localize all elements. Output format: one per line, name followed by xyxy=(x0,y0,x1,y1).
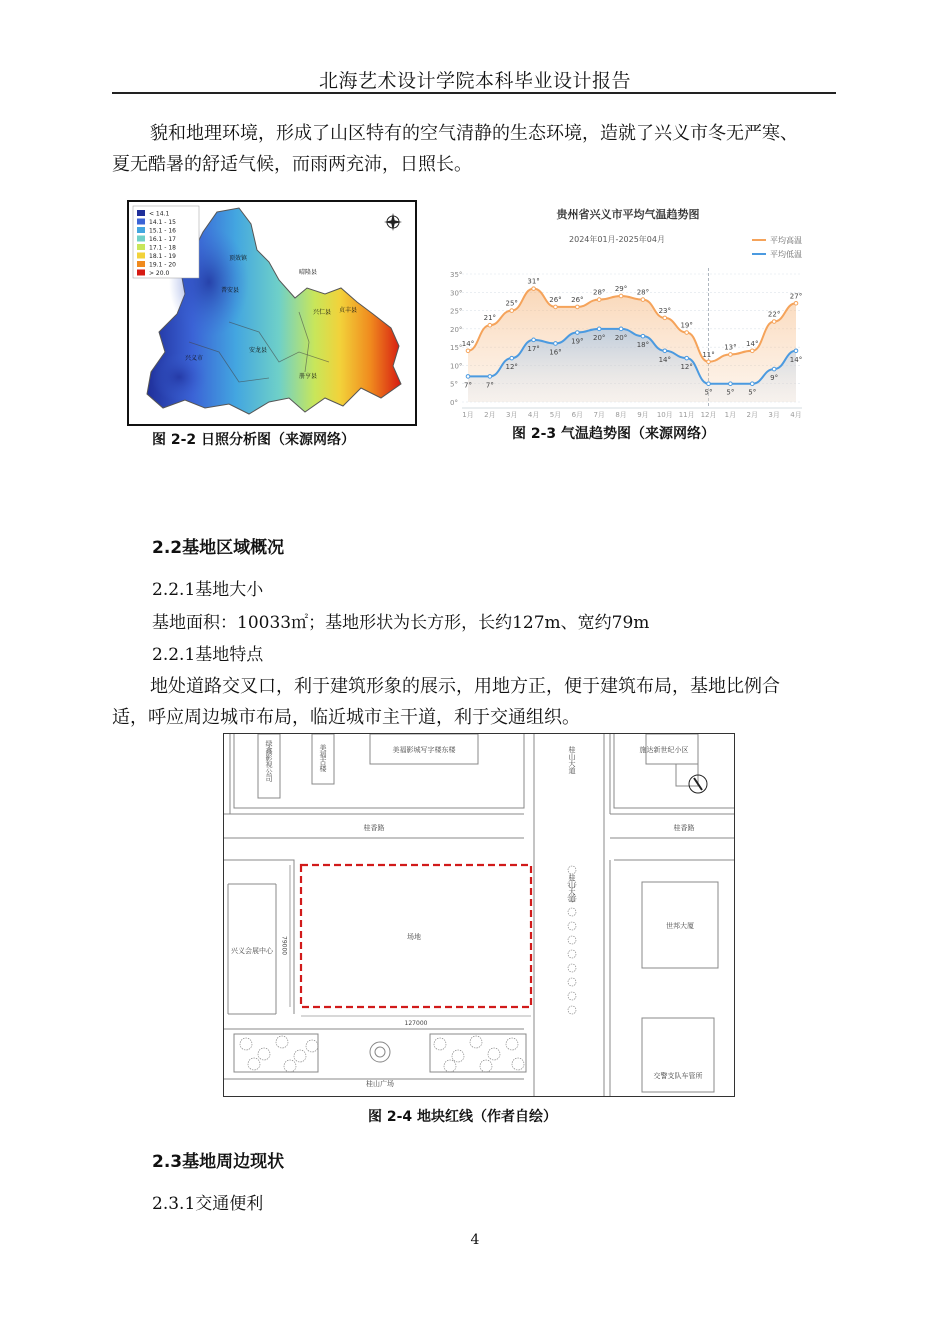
map-place-label: 兴仁县 xyxy=(313,309,332,316)
low-temp-label: 20° xyxy=(614,333,628,342)
high-temp-point xyxy=(510,309,514,313)
temperature-chart-svg xyxy=(446,200,810,422)
intro-line-2: 夏无酷暑的舒适气候，而雨两充沛，日照长。 xyxy=(112,154,472,175)
low-temp-point xyxy=(729,382,733,386)
high-temp-point xyxy=(619,294,623,298)
figure-2-4-caption: 图 2-4 地块红线（作者自绘） xyxy=(368,1109,558,1125)
low-temp-point xyxy=(794,349,798,353)
tree-symbol xyxy=(568,1006,576,1014)
chart-x-tick: 3月 xyxy=(505,411,518,419)
high-temp-label: 22° xyxy=(767,310,781,319)
high-temp-label: 28° xyxy=(592,288,606,297)
low-temp-point xyxy=(707,382,711,386)
low-temp-label: 12° xyxy=(505,363,518,372)
high-temp-label: 19° xyxy=(680,321,693,330)
tree-symbol xyxy=(568,950,576,958)
tree-symbol xyxy=(480,1060,492,1072)
map-legend-label: 14.1 - 15 xyxy=(149,219,176,226)
map-place-label: 顶效镇 xyxy=(229,255,248,262)
chart-x-tick: 1月 xyxy=(462,411,474,419)
low-temp-label: 12° xyxy=(680,363,693,372)
map-legend-label: 15.1 - 16 xyxy=(149,227,176,235)
intro-line-1: 貌和地理环境，形成了山区特有的空气清静的生态环境，造就了兴义市冬无严寒、 xyxy=(150,123,798,144)
low-temp-point xyxy=(750,382,754,386)
section-2-2-1-features-title: 2.2.1基地特点 xyxy=(152,645,264,665)
high-temp-point xyxy=(554,305,558,309)
low-temp-label: 7° xyxy=(485,381,494,390)
chart-x-tick: 11月 xyxy=(678,411,695,419)
label-company: 绿鑫影视公司 xyxy=(265,740,273,782)
high-temp-point xyxy=(729,353,733,357)
map-legend-swatch xyxy=(137,219,145,225)
tree-symbol xyxy=(248,1058,260,1070)
high-temp-point xyxy=(663,316,667,320)
tree-symbol xyxy=(568,908,576,916)
figure-2-3-caption: 图 2-3 气温趋势图（来源网络） xyxy=(512,426,716,442)
tree-symbol xyxy=(568,978,576,986)
high-temp-label: 28° xyxy=(636,288,650,297)
label-plaza: 桂山广场 xyxy=(366,1080,394,1088)
map-legend-swatch xyxy=(137,261,145,267)
chart-x-tick: 4月 xyxy=(527,411,540,419)
chart-x-tick: 8月 xyxy=(615,411,627,419)
high-temp-label: 14° xyxy=(746,339,759,348)
tree-symbol xyxy=(512,1058,524,1070)
low-temp-label: 18° xyxy=(636,341,650,350)
label-meifu-building: 美福古楼 xyxy=(319,744,327,772)
site-plan-svg xyxy=(224,734,734,1096)
section-2-3-heading: 2.3基地周边现状 xyxy=(152,1152,285,1172)
tree-symbol xyxy=(294,1050,306,1062)
low-temp-label: 14° xyxy=(789,355,803,364)
tree-symbol xyxy=(568,992,576,1000)
low-temp-point xyxy=(554,342,558,346)
high-temp-label: 25° xyxy=(505,299,518,308)
chart-y-tick: 15° xyxy=(450,344,463,353)
low-temp-label: 20° xyxy=(592,333,606,342)
low-temp-point xyxy=(532,338,536,342)
label-dim-length: 127000 xyxy=(404,1020,428,1027)
high-temp-point xyxy=(597,298,601,302)
high-temp-label: 21° xyxy=(483,314,497,323)
header-title: 北海艺术设计学院本科毕业设计报告 xyxy=(318,70,631,92)
map-legend-swatch xyxy=(137,210,145,216)
tree-symbol xyxy=(258,1048,270,1060)
header-rule xyxy=(112,92,836,94)
high-temp-label: 26° xyxy=(571,295,584,304)
low-temp-point xyxy=(576,331,580,335)
tree-symbol xyxy=(568,866,576,874)
tree-symbol xyxy=(444,1060,456,1072)
chart-x-tick: 4月 xyxy=(790,411,802,419)
high-temp-label: 13° xyxy=(724,343,737,352)
legend-low-label: 平均低温 xyxy=(770,250,802,259)
map-legend-swatch xyxy=(137,244,145,250)
map-legend-label: 19.1 - 20 xyxy=(149,261,176,269)
chart-y-tick: 35° xyxy=(450,271,463,279)
chart-x-tick: 10月 xyxy=(656,411,673,419)
low-temp-label: 16° xyxy=(549,348,562,357)
chart-y-tick: 30° xyxy=(450,289,463,298)
chart-x-tick: 12月 xyxy=(700,411,717,419)
high-temp-label: 31° xyxy=(527,277,540,286)
low-temp-label: 5° xyxy=(748,388,757,397)
label-guixiang-right: 桂香路 xyxy=(673,824,695,832)
low-temp-label: 7° xyxy=(464,381,472,390)
tree-symbol xyxy=(306,1040,318,1052)
low-temp-label: 5° xyxy=(704,388,713,397)
high-temp-point xyxy=(772,320,776,324)
tree-symbol xyxy=(434,1038,446,1050)
sunshine-map-svg xyxy=(129,202,415,424)
chart-x-tick: 1月 xyxy=(724,411,737,419)
high-temp-point xyxy=(707,360,711,364)
high-temp-label: 29° xyxy=(614,284,628,293)
sunshine-map-figure xyxy=(127,200,417,426)
map-place-label: 普安县 xyxy=(221,287,240,294)
chart-x-tick: 9月 xyxy=(637,411,649,419)
chart-x-tick: 6月 xyxy=(571,411,584,419)
chart-y-tick: 20° xyxy=(450,325,463,334)
label-office-tower: 美福影城写字楼东楼 xyxy=(392,746,456,754)
map-legend-swatch xyxy=(137,236,145,242)
high-temp-point xyxy=(576,305,580,309)
high-temp-label: 27° xyxy=(789,292,803,301)
map-legend-swatch xyxy=(137,227,145,233)
chart-x-tick: 5月 xyxy=(549,411,562,419)
low-temp-point xyxy=(466,375,470,379)
high-temp-point xyxy=(750,349,754,353)
low-temp-label: 14° xyxy=(658,355,672,364)
low-temp-point xyxy=(619,327,623,331)
label-world-building: 世邦大厦 xyxy=(666,922,694,930)
chart-x-tick: 7月 xyxy=(593,411,605,419)
map-place-label: 晴隆县 xyxy=(299,269,318,276)
map-legend-label: 17.1 - 18 xyxy=(149,244,176,252)
map-legend-label: < 14.1 xyxy=(149,210,170,218)
chart-x-tick: 2月 xyxy=(484,411,496,419)
high-temp-label: 23° xyxy=(658,306,672,315)
chart-title: 贵州省兴义市平均气温趋势图 xyxy=(556,208,700,221)
section-2-2-1-title: 2.2.1基地大小 xyxy=(152,580,264,600)
low-temp-point xyxy=(488,375,492,379)
chart-y-tick: 5° xyxy=(450,380,458,389)
tree-symbol xyxy=(284,1060,296,1072)
chart-x-tick: 3月 xyxy=(768,411,780,419)
high-temp-point xyxy=(685,331,689,335)
figure-2-2-caption: 图 2-2 日照分析图（来源网络） xyxy=(152,432,356,448)
tree-symbol xyxy=(568,922,576,930)
map-place-label: 安龙县 xyxy=(249,347,268,354)
legend-high-label: 平均高温 xyxy=(770,236,802,245)
high-temp-label: 11° xyxy=(702,350,715,359)
map-legend-label: 18.1 - 19 xyxy=(149,253,176,260)
tree-symbol xyxy=(276,1036,288,1048)
label-community: 施达新世纪小区 xyxy=(639,746,689,754)
chart-y-tick: 10° xyxy=(450,362,463,371)
label-road-top: 桂山大道 xyxy=(568,746,576,774)
map-legend-label: > 20.0 xyxy=(149,270,170,277)
label-dim-width: 79000 xyxy=(280,936,288,956)
high-temp-point xyxy=(794,301,798,305)
tree-symbol xyxy=(470,1036,482,1048)
page-number: 4 xyxy=(470,1232,480,1248)
section-2-3-1-title: 2.3.1交通便利 xyxy=(152,1194,264,1214)
chart-y-tick: 25° xyxy=(450,307,463,316)
low-temp-label: 5° xyxy=(726,388,735,397)
low-temp-point xyxy=(685,356,689,360)
map-place-label: 兴义市 xyxy=(185,355,204,362)
high-temp-label: 26° xyxy=(549,295,562,304)
low-temp-point xyxy=(663,349,667,353)
map-place-label: 贞丰县 xyxy=(339,307,358,314)
tree-symbol xyxy=(568,964,576,972)
high-temp-label: 14° xyxy=(461,339,475,348)
label-police: 交警支队车管所 xyxy=(653,1072,703,1080)
label-road-right: 桂山大道 xyxy=(568,874,576,902)
features-line-2: 适，呼应周边城市布局，临近城市主干道，利于交通组织。 xyxy=(112,707,580,728)
high-temp-point xyxy=(641,298,645,302)
high-temp-point xyxy=(488,323,492,327)
tree-symbol xyxy=(452,1050,464,1062)
low-temp-point xyxy=(641,334,645,338)
map-place-label: 册亨县 xyxy=(299,373,318,380)
tree-symbol xyxy=(506,1038,518,1050)
section-2-2-heading: 2.2基地区域概况 xyxy=(152,538,285,558)
map-legend-label: 16.1 - 17 xyxy=(149,236,176,243)
map-legend-swatch xyxy=(137,253,145,259)
low-temp-label: 9° xyxy=(770,374,779,383)
high-temp-point xyxy=(532,287,536,291)
site-area-text: 基地面积：10033㎡；基地形状为长方形，长约127m、宽约79m xyxy=(152,613,650,633)
temperature-chart-figure xyxy=(446,200,810,422)
low-temp-point xyxy=(772,367,776,371)
label-conference-center: 兴义会展中心 xyxy=(231,947,273,955)
chart-x-tick: 2月 xyxy=(746,411,759,419)
chart-legend xyxy=(752,235,802,259)
label-site: 场地 xyxy=(407,933,421,941)
low-temp-label: 17° xyxy=(527,344,540,353)
low-temp-point xyxy=(510,356,514,360)
label-guixiang-left: 桂香路 xyxy=(363,824,385,832)
low-temp-label: 19° xyxy=(571,337,584,346)
map-legend-swatch xyxy=(137,270,145,276)
low-temp-point xyxy=(597,327,601,331)
features-line-1: 地处道路交叉口，利于建筑形象的展示，用地方正，便于建筑布局，基地比例合 xyxy=(150,676,780,697)
high-temp-point xyxy=(466,349,470,353)
tree-symbol xyxy=(568,936,576,944)
site-plan-figure xyxy=(223,733,735,1097)
tree-symbol xyxy=(240,1038,252,1050)
chart-y-tick: 0° xyxy=(450,399,458,407)
chart-subtitle: 2024年01月-2025年04月 xyxy=(569,235,665,244)
tree-symbol xyxy=(488,1048,500,1060)
north-compass-icon xyxy=(384,213,402,231)
